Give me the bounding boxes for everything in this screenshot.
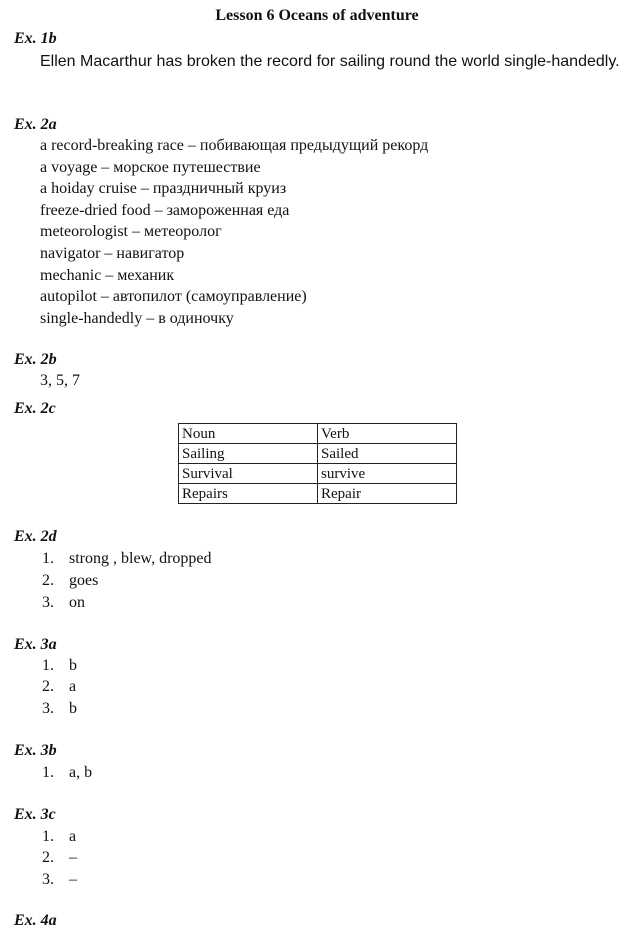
table-row (179, 444, 457, 464)
exercise-1b-label: Ex. 1b (14, 30, 57, 47)
table-cell: Repairs (179, 484, 318, 504)
item-number: 3. (42, 871, 54, 888)
exercise-3a-label: Ex. 3a (14, 636, 57, 653)
vocab-line: meteorologist – метеоролог (40, 223, 222, 240)
vocab-line: a voyage – морское путешествие (40, 159, 261, 176)
vocab-line: navigator – навигатор (40, 245, 185, 262)
item-text: b (69, 657, 77, 674)
table-row (179, 424, 457, 444)
exercise-2b-label: Ex. 2b (14, 351, 57, 368)
table-cell: Sailing (179, 444, 318, 464)
list-item (42, 764, 92, 782)
item-text: a (69, 828, 77, 845)
item-text: on (69, 594, 85, 611)
item-text: – (69, 849, 77, 866)
item-text: strong , blew, dropped (69, 550, 212, 567)
item-number: 1. (42, 657, 54, 674)
item-number: 1. (42, 550, 54, 567)
exercise-2c-label: Ex. 2c (14, 400, 56, 417)
exercise-2b-answer: 3, 5, 7 (40, 372, 80, 389)
table-header-cell: Noun (179, 424, 318, 444)
list-item (42, 594, 85, 612)
vocab-line: mechanic – механик (40, 267, 175, 284)
exercise-2d-label: Ex. 2d (14, 528, 57, 545)
item-number: 2. (42, 849, 54, 866)
table-header-cell: Verb (318, 424, 457, 444)
table-row (179, 484, 457, 504)
item-text: – (69, 871, 77, 888)
item-number: 3. (42, 700, 54, 717)
vocab-line: a record-breaking race – побивающая предыдущий рекорд (40, 137, 429, 154)
vocab-line: freeze-dried food – замороженная еда (40, 202, 290, 219)
exercise-2a-label: Ex. 2a (14, 116, 57, 133)
item-number: 2. (42, 678, 54, 695)
list-item (42, 678, 76, 696)
list-item (42, 871, 77, 889)
item-text: b (69, 700, 77, 717)
list-item (42, 828, 76, 846)
page-title: Lesson 6 Oceans of adventure (215, 7, 419, 24)
table-cell: survive (318, 464, 457, 484)
table-row (179, 464, 457, 484)
item-number: 2. (42, 572, 54, 589)
table-cell: Repair (318, 484, 457, 504)
item-number: 1. (42, 828, 54, 845)
list-item (42, 572, 98, 590)
noun-verb-table (178, 423, 457, 504)
vocab-line: a hoiday cruise – праздничный круиз (40, 180, 287, 197)
list-item (42, 849, 77, 867)
item-number: 3. (42, 594, 54, 611)
exercise-3c-label: Ex. 3c (14, 806, 56, 823)
item-text: goes (69, 572, 99, 589)
exercise-1b-text: Ellen Macarthur has broken the record for sailing round the world single-handedly. (40, 53, 620, 70)
vocab-line: single-handedly – в одиночку (40, 310, 234, 327)
table-cell: Sailed (318, 444, 457, 464)
exercise-4a-label: Ex. 4a (14, 912, 57, 929)
exercise-3b-label: Ex. 3b (14, 742, 57, 759)
item-text: a, b (69, 764, 93, 781)
item-number: 1. (42, 764, 54, 781)
item-text: a (69, 678, 77, 695)
list-item (42, 700, 77, 718)
vocab-line: autopilot – автопилот (самоуправление) (40, 288, 307, 305)
table-cell: Survival (179, 464, 318, 484)
list-item (42, 550, 212, 568)
list-item (42, 657, 77, 675)
